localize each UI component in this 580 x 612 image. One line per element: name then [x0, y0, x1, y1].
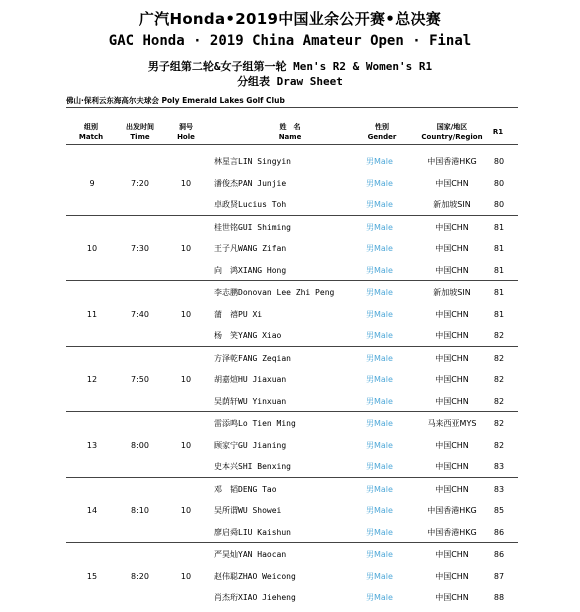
player-r1-score: 82: [493, 419, 505, 428]
group-hole: 10: [180, 375, 192, 384]
player-name: 林星言LIN Singyin: [214, 157, 291, 166]
player-gender: 男Male: [366, 157, 393, 166]
group-time: 7:20: [131, 178, 149, 188]
player-r1-score: 82: [493, 440, 505, 450]
group-divider: [66, 215, 518, 216]
col-header-name-cn: 姓 名: [279, 123, 301, 131]
player-r1-score: 87: [493, 571, 505, 581]
player-name: 王子凡WANG Zifan: [214, 244, 287, 253]
col-header-gender-en: Gender: [367, 133, 397, 141]
group-match: 11: [86, 309, 98, 319]
player-name: 赵伟聪ZHAO Weicong: [214, 571, 296, 581]
venue-divider: [66, 107, 518, 108]
group-divider: [66, 542, 518, 543]
group-time: 7:50: [131, 375, 149, 384]
player-country: 中国香港HKG: [427, 157, 477, 166]
player-name: 吴荫轩WU Yinxuan: [214, 396, 287, 406]
round-title: 男子组第二轮&女子组第一轮 Men's R2 & Women's R1: [147, 60, 433, 73]
player-r1-score: 80: [493, 157, 505, 166]
player-r1-score: 81: [493, 265, 505, 275]
col-header-time: [116, 122, 164, 142]
col-header-r1-label: R1: [492, 128, 504, 136]
player-r1-score: 82: [493, 375, 505, 384]
player-gender: 男Male: [366, 550, 393, 559]
col-header-hole-en: Hole: [177, 133, 195, 141]
group-hole: 10: [180, 440, 192, 450]
col-header-match-en: Match: [78, 133, 104, 141]
sheet-title: 分组表 Draw Sheet: [237, 75, 343, 88]
group-divider: [66, 411, 518, 412]
col-header-time-en: Time: [130, 133, 150, 141]
player-country: 中国CHN: [435, 396, 469, 406]
group-hole: 10: [180, 309, 192, 319]
title-chinese: 广汽Honda•2019中国业余公开赛•总决赛: [138, 10, 442, 28]
title-english: GAC Honda · 2019 China Amateur Open · Final: [108, 33, 472, 49]
player-country: 中国CHN: [435, 462, 469, 471]
player-name: 吴所谓WU Showei: [214, 506, 282, 515]
col-header-match: [76, 122, 106, 142]
player-name: 卓政贤Lucius Toh: [214, 200, 287, 209]
group-time: 8:00: [131, 440, 149, 450]
player-name: 严昊灿YAN Haocan: [214, 550, 287, 559]
player-name: 顾家宁GU Jianing: [214, 440, 287, 450]
group-divider: [66, 477, 518, 478]
player-country: 中国CHN: [435, 571, 469, 581]
player-country: 新加坡SIN: [433, 288, 471, 297]
player-gender: 男Male: [366, 484, 393, 494]
player-gender: 男Male: [366, 353, 393, 363]
player-gender: 男Male: [366, 571, 393, 581]
player-r1-score: 82: [493, 331, 505, 340]
group-hole: 10: [180, 178, 192, 188]
player-gender: 男Male: [366, 396, 393, 406]
player-country: 中国CHN: [435, 244, 469, 253]
col-header-country: [410, 122, 494, 142]
player-name: 潘俊杰PAN Junjie: [214, 178, 287, 188]
player-gender: 男Male: [366, 244, 393, 253]
player-gender: 男Male: [366, 440, 393, 450]
player-country: 马来西亚MYS: [427, 419, 477, 428]
player-country: 中国CHN: [435, 353, 469, 363]
player-gender: 男Male: [366, 527, 393, 537]
group-match: 9: [89, 178, 95, 188]
group-match: 10: [86, 244, 98, 253]
player-gender: 男Male: [366, 593, 393, 602]
player-gender: 男Male: [366, 506, 393, 515]
player-r1-score: 80: [493, 200, 505, 209]
player-gender: 男Male: [366, 200, 393, 209]
player-name: 雷添鸣Lo Tien Ming: [214, 419, 296, 428]
player-country: 中国CHN: [435, 265, 469, 275]
player-country: 中国CHN: [435, 331, 469, 340]
player-country: 中国CHN: [435, 222, 469, 232]
group-hole: 10: [180, 244, 192, 253]
player-country: 中国CHN: [435, 484, 469, 494]
player-gender: 男Male: [366, 288, 393, 297]
player-country: 中国CHN: [435, 309, 469, 319]
player-name: 邓 韬DENG Tao: [214, 484, 277, 494]
player-r1-score: 80: [493, 178, 505, 188]
player-country: 中国CHN: [435, 440, 469, 450]
col-header-hole-cn: 洞号: [179, 123, 193, 131]
player-name: 向 鸿XIANG Hong: [214, 265, 287, 275]
col-header-country-en: Country/Region: [421, 133, 483, 141]
group-time: 7:30: [131, 244, 149, 253]
player-gender: 男Male: [366, 375, 393, 384]
col-header-hole: [172, 122, 200, 142]
player-gender: 男Male: [366, 419, 393, 428]
col-header-time-cn: 出发时间: [126, 123, 154, 131]
player-r1-score: 81: [493, 244, 505, 253]
venue-label: 佛山·保利云东海高尔夫球会 Poly Emerald Lakes Golf Club: [66, 96, 285, 105]
player-name: 蒲 禧PU Xi: [214, 309, 263, 319]
player-r1-score: 81: [493, 288, 505, 297]
player-gender: 男Male: [366, 178, 393, 188]
player-gender: 男Male: [366, 265, 393, 275]
group-time: 8:20: [131, 571, 149, 581]
col-header-country-cn: 国家/地区: [436, 123, 468, 131]
player-name: 李志鹏Donovan Lee Zhi Peng: [214, 288, 335, 297]
player-r1-score: 86: [493, 550, 505, 559]
group-hole: 10: [180, 571, 192, 581]
group-time: 7:40: [131, 309, 149, 319]
player-country: 中国CHN: [435, 550, 469, 559]
player-name: 胡嘉煊HU Jiaxuan: [214, 375, 287, 384]
col-header-gender-cn: 性别: [375, 123, 389, 131]
group-time: 8:10: [131, 506, 149, 515]
group-match: 12: [86, 375, 98, 384]
group-match: 13: [86, 440, 98, 450]
col-header-name-en: Name: [278, 133, 302, 141]
player-gender: 男Male: [366, 331, 393, 340]
player-r1-score: 85: [493, 506, 505, 515]
player-gender: 男Male: [366, 462, 393, 471]
col-header-name: [250, 122, 330, 142]
col-header-r1: [486, 127, 510, 137]
group-hole: 10: [180, 506, 192, 515]
player-r1-score: 81: [493, 309, 505, 319]
player-country: 中国CHN: [435, 593, 469, 602]
player-gender: 男Male: [366, 222, 393, 232]
player-r1-score: 88: [493, 593, 505, 602]
player-name: 桂世铭GUI Shiming: [214, 222, 291, 232]
player-name: 肖杰珩XIAO Jieheng: [214, 593, 296, 602]
player-gender: 男Male: [366, 309, 393, 319]
player-name: 史本兴SHI Benxing: [214, 462, 291, 471]
player-country: 中国CHN: [435, 375, 469, 384]
player-country: 中国香港HKG: [427, 506, 477, 515]
group-divider: [66, 280, 518, 281]
player-r1-score: 86: [493, 527, 505, 537]
col-header-match-cn: 组别: [84, 123, 98, 131]
player-name: 杨 笑YANG Xiao: [214, 331, 282, 340]
player-r1-score: 83: [493, 484, 505, 494]
player-r1-score: 82: [493, 353, 505, 363]
player-name: 方泽乾FANG Zeqian: [214, 353, 291, 363]
player-country: 中国香港HKG: [427, 527, 477, 537]
group-match: 15: [86, 571, 98, 581]
player-r1-score: 83: [493, 462, 505, 471]
group-match: 14: [86, 506, 98, 515]
player-country: 中国CHN: [435, 178, 469, 188]
player-r1-score: 81: [493, 222, 505, 232]
player-r1-score: 82: [493, 396, 505, 406]
header-divider: [66, 144, 518, 145]
group-divider: [66, 346, 518, 347]
player-name: 廖启舜LIU Kaishun: [214, 527, 291, 537]
col-header-gender: [362, 122, 402, 142]
player-country: 新加坡SIN: [433, 200, 471, 209]
